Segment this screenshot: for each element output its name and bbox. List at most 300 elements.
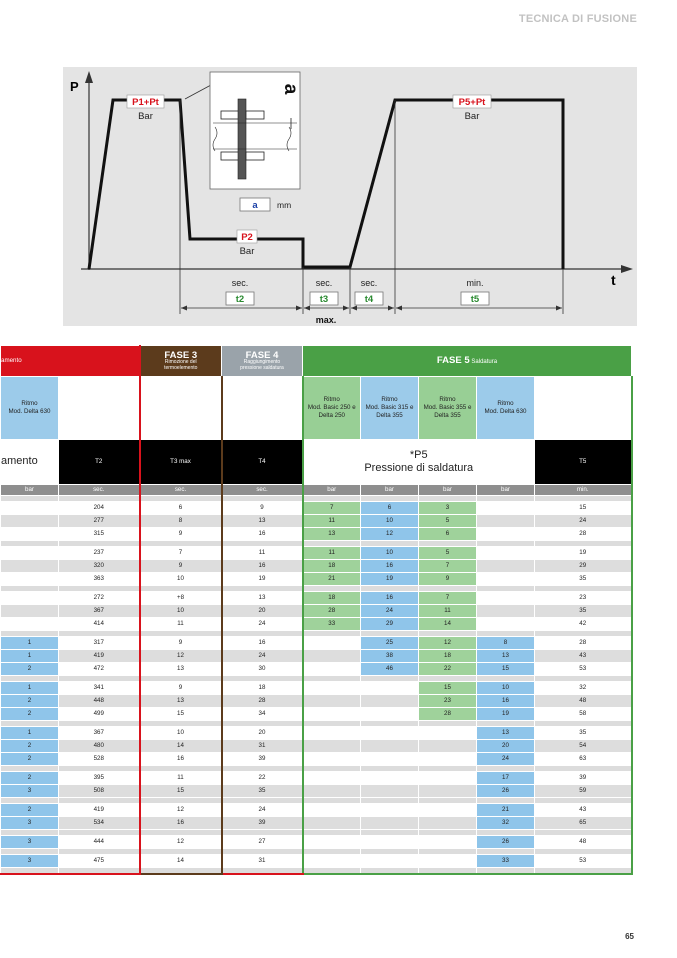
t4-value: 20 — [222, 605, 303, 618]
p5-basic315 — [361, 785, 419, 798]
p5-basic250: 28 — [303, 605, 361, 618]
t4-value: 35 — [222, 785, 303, 798]
p5-basic355: 12 — [419, 637, 477, 650]
unit-cell: sec. — [222, 485, 303, 496]
spacer-cell — [535, 868, 632, 875]
p5-delta630: 26 — [477, 785, 535, 798]
bar-value — [1, 592, 59, 605]
t4-box-label: t4 — [364, 294, 374, 305]
fase2-header — [1, 346, 140, 377]
t3-value: 9 — [140, 528, 222, 541]
t3-value: 11 — [140, 618, 222, 631]
p2-label: P2 — [241, 232, 253, 243]
col-t4-title: T4 — [222, 440, 303, 485]
t5-value: 65 — [535, 817, 632, 830]
p5-basic315 — [361, 682, 419, 695]
unit-cell: bar — [1, 485, 59, 496]
p-axis-arrow-icon — [85, 71, 93, 83]
t4-value: 22 — [222, 772, 303, 785]
t-axis-label: t — [611, 272, 616, 288]
t3-value: 13 — [140, 695, 222, 708]
bar-value: 1 — [1, 637, 59, 650]
bar-value — [1, 618, 59, 631]
table-row — [1, 753, 632, 766]
table-row — [1, 740, 632, 753]
a-unit-label: mm — [277, 200, 292, 210]
t2-value: 317 — [59, 637, 140, 650]
t5-value: 28 — [535, 637, 632, 650]
t4-value: 28 — [222, 695, 303, 708]
p5-basic250 — [303, 682, 361, 695]
t5-value: 35 — [535, 605, 632, 618]
p5-unit: Bar — [464, 111, 480, 122]
t4-value: 18 — [222, 682, 303, 695]
page-number: 65 — [625, 932, 634, 941]
table-row — [1, 573, 632, 586]
t2-value: 508 — [59, 785, 140, 798]
p5-label: P5+Pt — [458, 97, 486, 108]
ritmo-basic315 — [361, 377, 419, 440]
t4-value: 16 — [222, 528, 303, 541]
p-axis-label: P — [70, 79, 79, 94]
unit-cell: bar — [361, 485, 419, 496]
p5-basic250: 18 — [303, 592, 361, 605]
t4-value: 24 — [222, 650, 303, 663]
t2-value: 204 — [59, 502, 140, 515]
p5-basic315 — [361, 817, 419, 830]
t5-value: 59 — [535, 785, 632, 798]
p5-basic250 — [303, 817, 361, 830]
t3-value: 8 — [140, 515, 222, 528]
p5-delta630: 19 — [477, 708, 535, 721]
t2-unit: sec. — [231, 278, 249, 288]
t4-value: 24 — [222, 618, 303, 631]
t2-value: 480 — [59, 740, 140, 753]
p5-delta630: 17 — [477, 772, 535, 785]
p5-basic315: 38 — [361, 650, 419, 663]
fase4-title: FASE 4 — [245, 349, 279, 361]
unit-cell: min. — [535, 485, 632, 496]
t3-value: 15 — [140, 708, 222, 721]
t3-box-label: t3 — [319, 294, 329, 305]
t4-value: 16 — [222, 560, 303, 573]
p1-unit: Bar — [138, 111, 153, 122]
bar-value: 1 — [1, 727, 59, 740]
p5-basic355: 9 — [419, 573, 477, 586]
bar-value — [1, 502, 59, 515]
p5-delta630 — [477, 592, 535, 605]
ritmo5a-line1: Ritmo — [323, 395, 340, 403]
ritmo-basic355 — [419, 377, 477, 440]
p5-delta630: 33 — [477, 855, 535, 868]
t2-value: 414 — [59, 618, 140, 631]
t2-value: 277 — [59, 515, 140, 528]
ritmo5b-line2: Mod. Basic 315 e — [365, 403, 414, 411]
t3-value: 10 — [140, 727, 222, 740]
t5-box-label: t5 — [470, 294, 480, 305]
t2-box-label: t2 — [235, 294, 245, 305]
bar-value — [1, 605, 59, 618]
p5-delta630 — [477, 560, 535, 573]
p5-basic250: 21 — [303, 573, 361, 586]
p5-basic250 — [303, 637, 361, 650]
p5-basic315 — [361, 804, 419, 817]
p5-delta630 — [477, 528, 535, 541]
t5-arrow-right-icon — [556, 306, 562, 311]
t3-arrow-left-icon — [304, 306, 310, 311]
bar-value — [1, 560, 59, 573]
t4-arrow-left-icon — [351, 306, 357, 311]
t3-value: 15 — [140, 785, 222, 798]
p5-delta630 — [477, 502, 535, 515]
p5-delta630: 13 — [477, 727, 535, 740]
t4-value: 20 — [222, 727, 303, 740]
bar-value: 2 — [1, 695, 59, 708]
fase3-header — [140, 346, 222, 377]
table-row — [1, 650, 632, 663]
t5-value: 43 — [535, 804, 632, 817]
bar-value: 2 — [1, 663, 59, 676]
bar-value — [1, 573, 59, 586]
bar-value: 3 — [1, 855, 59, 868]
t3-value: 12 — [140, 836, 222, 849]
t3-value: 7 — [140, 547, 222, 560]
t5-value: 42 — [535, 618, 632, 631]
p5-basic355: 3 — [419, 502, 477, 515]
spacer-cell — [477, 868, 535, 875]
p5-basic315 — [361, 772, 419, 785]
table-row — [1, 785, 632, 798]
t5-value: 39 — [535, 772, 632, 785]
t3-value: 14 — [140, 855, 222, 868]
column-title-row — [1, 440, 632, 485]
bar-value — [1, 528, 59, 541]
p5-basic355: 11 — [419, 605, 477, 618]
fase5-header — [303, 346, 632, 377]
unit-cell: sec. — [59, 485, 140, 496]
col-p5-line1: *P5 — [409, 448, 428, 461]
p5-basic315: 16 — [361, 592, 419, 605]
p5-delta630 — [477, 605, 535, 618]
t3-value: 16 — [140, 753, 222, 766]
bar-value: 2 — [1, 708, 59, 721]
table-row — [1, 708, 632, 721]
col-t2-title: T2 — [59, 440, 140, 485]
table-row — [1, 547, 632, 560]
t5-value: 32 — [535, 682, 632, 695]
p5-delta630 — [477, 515, 535, 528]
ritmo-row — [1, 377, 632, 440]
ritmo5c-line3: Delta 355 — [434, 412, 461, 420]
p5-basic355 — [419, 753, 477, 766]
table-row — [1, 727, 632, 740]
pipe-right-flange-bottom — [246, 152, 264, 160]
t2-value: 237 — [59, 547, 140, 560]
p5-delta630: 16 — [477, 695, 535, 708]
ritmo-blank-t2 — [59, 377, 140, 440]
ritmo5a-line2: Mod. Basic 250 e — [307, 403, 356, 411]
t3-value: 11 — [140, 772, 222, 785]
table-row — [1, 804, 632, 817]
t3-value: 6 — [140, 502, 222, 515]
ritmo-delta630-left — [1, 377, 59, 440]
t3-value: 9 — [140, 682, 222, 695]
p5-delta630: 24 — [477, 753, 535, 766]
bar-value — [1, 515, 59, 528]
p5-basic315: 29 — [361, 618, 419, 631]
p5-basic315 — [361, 855, 419, 868]
t4-value: 31 — [222, 740, 303, 753]
table-row — [1, 605, 632, 618]
p5-basic355: 5 — [419, 515, 477, 528]
t2-value: 475 — [59, 855, 140, 868]
p5-delta630: 32 — [477, 817, 535, 830]
p5-basic315 — [361, 740, 419, 753]
t2-value: 534 — [59, 817, 140, 830]
t4-value: 16 — [222, 637, 303, 650]
p5-basic315 — [361, 836, 419, 849]
fase3-title: FASE 3 — [164, 349, 198, 361]
spacer-cell — [303, 868, 361, 875]
t3-value: 13 — [140, 663, 222, 676]
table-row — [1, 855, 632, 868]
section-title: TECNICA DI FUSIONE — [518, 13, 637, 25]
p5-basic250 — [303, 727, 361, 740]
p5-basic250: 18 — [303, 560, 361, 573]
t4-value: 30 — [222, 663, 303, 676]
t2-value: 528 — [59, 753, 140, 766]
table-row — [1, 695, 632, 708]
p5-basic315: 24 — [361, 605, 419, 618]
p5-basic250 — [303, 785, 361, 798]
p5-basic355: 7 — [419, 592, 477, 605]
table-row — [1, 663, 632, 676]
bar-value: 2 — [1, 772, 59, 785]
t3-value: 14 — [140, 740, 222, 753]
p5-basic355: 18 — [419, 650, 477, 663]
table-row — [1, 502, 632, 515]
p5-basic250 — [303, 753, 361, 766]
p5-basic355 — [419, 836, 477, 849]
t5-value: 35 — [535, 573, 632, 586]
fase5-title: FASE 5 — [436, 355, 470, 367]
t2-value: 444 — [59, 836, 140, 849]
p5-basic355 — [419, 740, 477, 753]
t5-value: 28 — [535, 528, 632, 541]
pipe-right-flange-top — [246, 111, 264, 119]
p5-delta630 — [477, 547, 535, 560]
p5-basic250: 7 — [303, 502, 361, 515]
p5-basic250: 13 — [303, 528, 361, 541]
bar-value: 2 — [1, 804, 59, 817]
col-a-title: amento — [1, 440, 59, 485]
p5-basic250 — [303, 708, 361, 721]
table-row — [1, 592, 632, 605]
p5-basic315: 16 — [361, 560, 419, 573]
p5-basic315: 25 — [361, 637, 419, 650]
pressure-curve — [89, 100, 563, 269]
unit-cell: bar — [419, 485, 477, 496]
t3-value: 10 — [140, 573, 222, 586]
p5-basic250 — [303, 855, 361, 868]
a-box-label: a — [252, 200, 258, 211]
t3-value: 9 — [140, 560, 222, 573]
t2-arrow-left-icon — [181, 306, 187, 311]
ritmo5a-line3: Delta 250 — [318, 412, 345, 420]
heating-element-icon — [238, 99, 246, 179]
p5-basic250 — [303, 650, 361, 663]
unit-cell: bar — [303, 485, 361, 496]
t3-value: 12 — [140, 650, 222, 663]
p5-basic355 — [419, 817, 477, 830]
ritmo5b-line1: Ritmo — [381, 395, 398, 403]
p5-basic355 — [419, 727, 477, 740]
pipe-left-flange-bottom — [221, 152, 239, 160]
t5-unit: min. — [466, 278, 484, 288]
t2-value: 419 — [59, 650, 140, 663]
spacer-cell — [1, 868, 59, 875]
t5-value: 53 — [535, 663, 632, 676]
t5-value: 43 — [535, 650, 632, 663]
p5-basic355: 7 — [419, 560, 477, 573]
t5-value: 54 — [535, 740, 632, 753]
col-p5-line2: Pressione di saldatura — [364, 462, 474, 474]
fase3-subtitle-2: termoelemento — [164, 364, 198, 371]
t4-value: 24 — [222, 804, 303, 817]
t5-value: 63 — [535, 753, 632, 766]
table-row — [1, 560, 632, 573]
phase-header-row — [1, 346, 632, 377]
ritmo5c-line1: Ritmo — [439, 395, 456, 403]
t5-value: 23 — [535, 592, 632, 605]
t2-value: 315 — [59, 528, 140, 541]
ritmo5d-line2: Mod. Delta 630 — [484, 408, 527, 415]
ritmo-basic250 — [303, 377, 361, 440]
col-t5-title: T5 — [535, 440, 632, 485]
table-row — [1, 772, 632, 785]
t4-value: 11 — [222, 547, 303, 560]
p5-delta630: 10 — [477, 682, 535, 695]
spacer-cell — [222, 868, 303, 875]
p5-basic315: 46 — [361, 663, 419, 676]
t4-unit: sec. — [360, 278, 378, 288]
table-row — [1, 528, 632, 541]
t4-value: 27 — [222, 836, 303, 849]
t4-value: 13 — [222, 592, 303, 605]
t5-value: 15 — [535, 502, 632, 515]
fase4-subtitle-2: pressione saldatura — [240, 364, 284, 371]
bar-value: 3 — [1, 836, 59, 849]
p5-delta630: 21 — [477, 804, 535, 817]
t5-value: 35 — [535, 727, 632, 740]
p5-basic355 — [419, 772, 477, 785]
p5-basic355: 5 — [419, 547, 477, 560]
t5-value: 24 — [535, 515, 632, 528]
table-row — [1, 817, 632, 830]
pipe-left-flange-top — [221, 111, 239, 119]
p5-delta630: 15 — [477, 663, 535, 676]
p2-unit: Bar — [239, 246, 255, 257]
spacer-cell — [140, 868, 222, 875]
t2-value: 272 — [59, 592, 140, 605]
fase4-subtitle-1: Raggiungimento — [243, 359, 281, 365]
t3-value: +8 — [140, 592, 222, 605]
p5-basic355: 6 — [419, 528, 477, 541]
p5-basic315: 19 — [361, 573, 419, 586]
table-row — [1, 618, 632, 631]
t-axis-arrow-icon — [621, 265, 633, 273]
p5-basic315 — [361, 753, 419, 766]
t5-value: 19 — [535, 547, 632, 560]
col-t3-title: T3 max — [140, 440, 222, 485]
t2-value: 367 — [59, 727, 140, 740]
t4-value: 19 — [222, 573, 303, 586]
p5-basic355: 28 — [419, 708, 477, 721]
table-row — [1, 637, 632, 650]
dimension-a-label: a — [280, 83, 301, 95]
p5-delta630: 8 — [477, 637, 535, 650]
spacer-cell — [59, 868, 140, 875]
bar-value: 2 — [1, 740, 59, 753]
t4-value: 9 — [222, 502, 303, 515]
p5-delta630: 20 — [477, 740, 535, 753]
t5-value: 58 — [535, 708, 632, 721]
bar-value — [1, 547, 59, 560]
units-row — [1, 485, 632, 496]
p5-basic250 — [303, 695, 361, 708]
p5-basic355 — [419, 804, 477, 817]
unit-cell: sec. — [140, 485, 222, 496]
t5-value: 48 — [535, 695, 632, 708]
ritmo-delta630 — [477, 377, 535, 440]
table-row — [1, 682, 632, 695]
p5-basic355 — [419, 785, 477, 798]
p5-delta630 — [477, 618, 535, 631]
t2-value: 448 — [59, 695, 140, 708]
t3-value: 16 — [140, 817, 222, 830]
p5-basic315 — [361, 708, 419, 721]
fase4-header — [222, 346, 303, 377]
p5-basic250 — [303, 740, 361, 753]
ritmo-left-line2: Mod. Delta 630 — [8, 408, 51, 415]
p5-delta630: 13 — [477, 650, 535, 663]
p5-basic250: 11 — [303, 547, 361, 560]
bar-value: 3 — [1, 817, 59, 830]
t4-value: 34 — [222, 708, 303, 721]
ritmo5b-line3: Delta 355 — [376, 412, 403, 420]
p5-basic315: 10 — [361, 547, 419, 560]
t3-value: 10 — [140, 605, 222, 618]
p5-basic355: 15 — [419, 682, 477, 695]
t5-value: 53 — [535, 855, 632, 868]
ritmo-blank-t3 — [140, 377, 222, 440]
t5-arrow-left-icon — [396, 306, 402, 311]
t2-value: 363 — [59, 573, 140, 586]
p5-basic355: 22 — [419, 663, 477, 676]
table-row — [1, 515, 632, 528]
t4-value: 31 — [222, 855, 303, 868]
p5-basic250 — [303, 772, 361, 785]
p5-basic250 — [303, 804, 361, 817]
p5-basic250 — [303, 663, 361, 676]
fase5-subtitle: Saldatura — [471, 359, 498, 366]
inset-leader-line — [185, 85, 211, 99]
fase2-title: amento — [1, 356, 22, 364]
max-label: max. — [315, 315, 337, 325]
bar-value: 3 — [1, 785, 59, 798]
t3-value: 12 — [140, 804, 222, 817]
p5-delta630 — [477, 573, 535, 586]
